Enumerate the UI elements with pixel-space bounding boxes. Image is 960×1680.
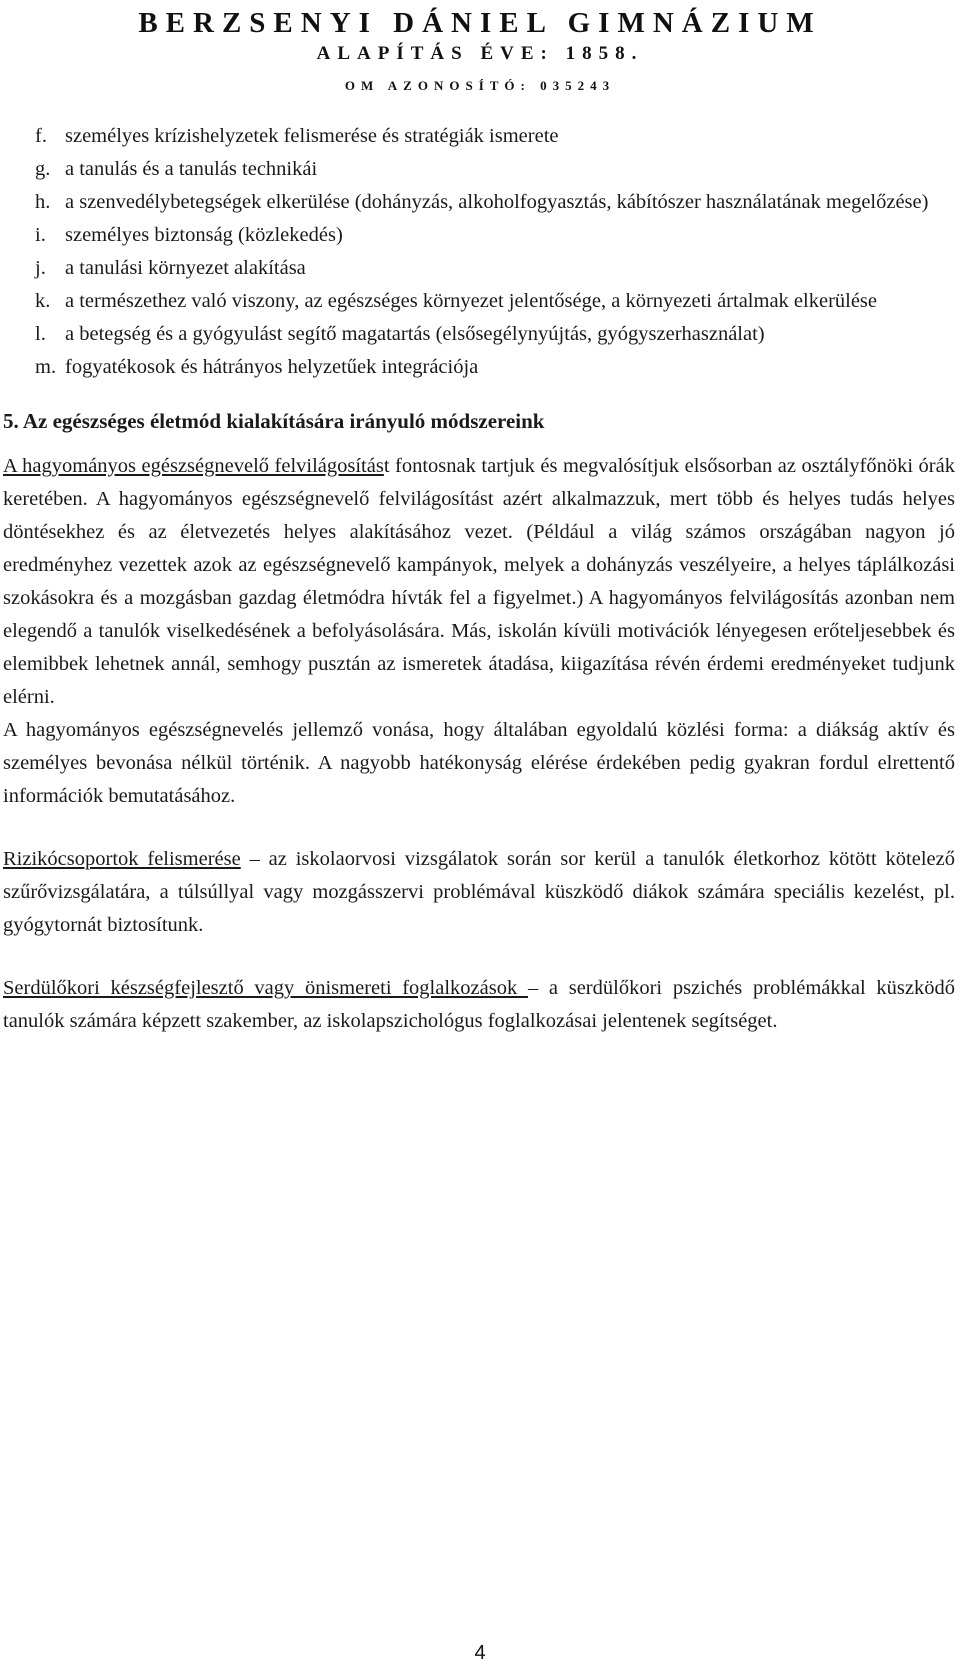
- spacer: [0, 813, 960, 843]
- list-item: [35, 351, 960, 384]
- list-item-text: a szenvedélybetegségek elkerülése (dohányzás, alkoholfogyasztás, kábítószer használatának megelőzése): [65, 191, 929, 213]
- list-marker: j.: [35, 257, 46, 279]
- underlined-term: Rizikócsoportok felismerése: [3, 848, 241, 870]
- paragraph-traditional-education: [3, 450, 955, 714]
- list-marker: l.: [35, 323, 46, 345]
- list-item: [35, 252, 960, 285]
- letterhead: [0, 6, 960, 94]
- spacer: [0, 942, 960, 972]
- list-item: [35, 285, 960, 318]
- topic-list: [35, 120, 960, 384]
- underlined-term: Serdülőkori készségfejlesztő vagy önismereti foglalkozások: [3, 977, 528, 999]
- list-item: [35, 153, 960, 186]
- paragraph-text: t fontosnak tartjuk és megvalósítjuk elsősorban az osztályfőnöki órák keretében. A hagyományos egészségnevelő felvilágosítást azért alkalmazzuk, mert több és helyes tudás helyes döntésekhez és az életvezetés helyes alakításához vezet. (Például a világ számos országában nagyon jó eredményhez vezettek azok az egészségnevelő kampányok, melyek a dohányzás veszélyeire, a helyes táplálkozási szokásokra és a mozgásban gazdag életmódra hívták fel a figyelmet.) A hagyományos felvilágosítás azonban nem elegendő a tanulók viselkedésének a befolyásolására. Más, iskolán kívüli motivációk lényegesen erőteljesebbek és elemibbek lehetnek annál, semhogy pusztán az ismeretek átadása, kiigazítása révén érdemi eredményeket tudjunk elérni.: [3, 455, 955, 708]
- list-item-text: fogyatékosok és hátrányos helyzetűek integrációja: [65, 356, 479, 378]
- founded-year: ALAPÍTÁS ÉVE: 1858.: [316, 43, 644, 64]
- list-item: [35, 186, 960, 219]
- list-marker: h.: [35, 191, 51, 213]
- list-marker: f.: [35, 125, 47, 147]
- page-number: 4: [474, 1642, 486, 1664]
- list-item-text: személyes krízishelyzetek felismerése és stratégiák ismerete: [65, 125, 559, 147]
- paragraph-adolescent-sessions: [3, 972, 955, 1038]
- list-item: [35, 219, 960, 252]
- list-marker: k.: [35, 290, 51, 312]
- list-marker: i.: [35, 224, 46, 246]
- paragraph-text: – a serdülőkori pszichés problémákkal küszködő tanulók számára képzett szakember, az iskolapszichológus foglalkozásai jelentenek segítséget.: [3, 977, 955, 1032]
- list-item-text: a tanulás és a tanulás technikái: [65, 158, 318, 180]
- paragraph-text: – az iskolaorvosi vizsgálatok során sor kerül a tanulók életkorhoz kötött kötelező szűrővizsgálatára, a túlsúllyal vagy mozgásszervi problémával küszködő diákok számára speciális kezelést, pl. gyógytornát biztosítunk.: [3, 848, 955, 936]
- list-item-text: a tanulási környezet alakítása: [65, 257, 306, 279]
- list-item: [35, 120, 960, 153]
- om-identifier: OM AZONOSÍTÓ: 035243: [344, 78, 616, 93]
- paragraph-characteristics: A hagyományos egészségnevelés jellemző vonása, hogy általában egyoldalú közlési forma: a diákság aktív és személyes bevonása nélkül történik. A nagyobb hatékonyság elérése érdekében pedig gyakran fordul elrettentő információk bemutatásához.: [3, 719, 955, 807]
- school-name: BERZSENYI DÁNIEL GIMNÁZIUM: [138, 7, 822, 39]
- underlined-term: A hagyományos egészségnevelő felvilágosítás: [3, 455, 384, 477]
- list-item-text: a természethez való viszony, az egészséges környezet jelentősége, a környezeti ártalmak elkerülése: [65, 290, 878, 312]
- list-marker: m.: [35, 356, 57, 378]
- list-item-text: személyes biztonság (közlekedés): [65, 224, 343, 246]
- section-heading: 5. Az egészséges életmód kialakítására irányuló módszereink: [3, 409, 545, 433]
- list-item: [35, 318, 960, 351]
- list-item-text: a betegség és a gyógyulást segítő magatartás (elsősegélynyújtás, gyógyszerhasználat): [65, 323, 765, 345]
- document-body: [0, 120, 960, 1038]
- paragraph-risk-groups: [3, 843, 955, 942]
- list-marker: g.: [35, 158, 51, 180]
